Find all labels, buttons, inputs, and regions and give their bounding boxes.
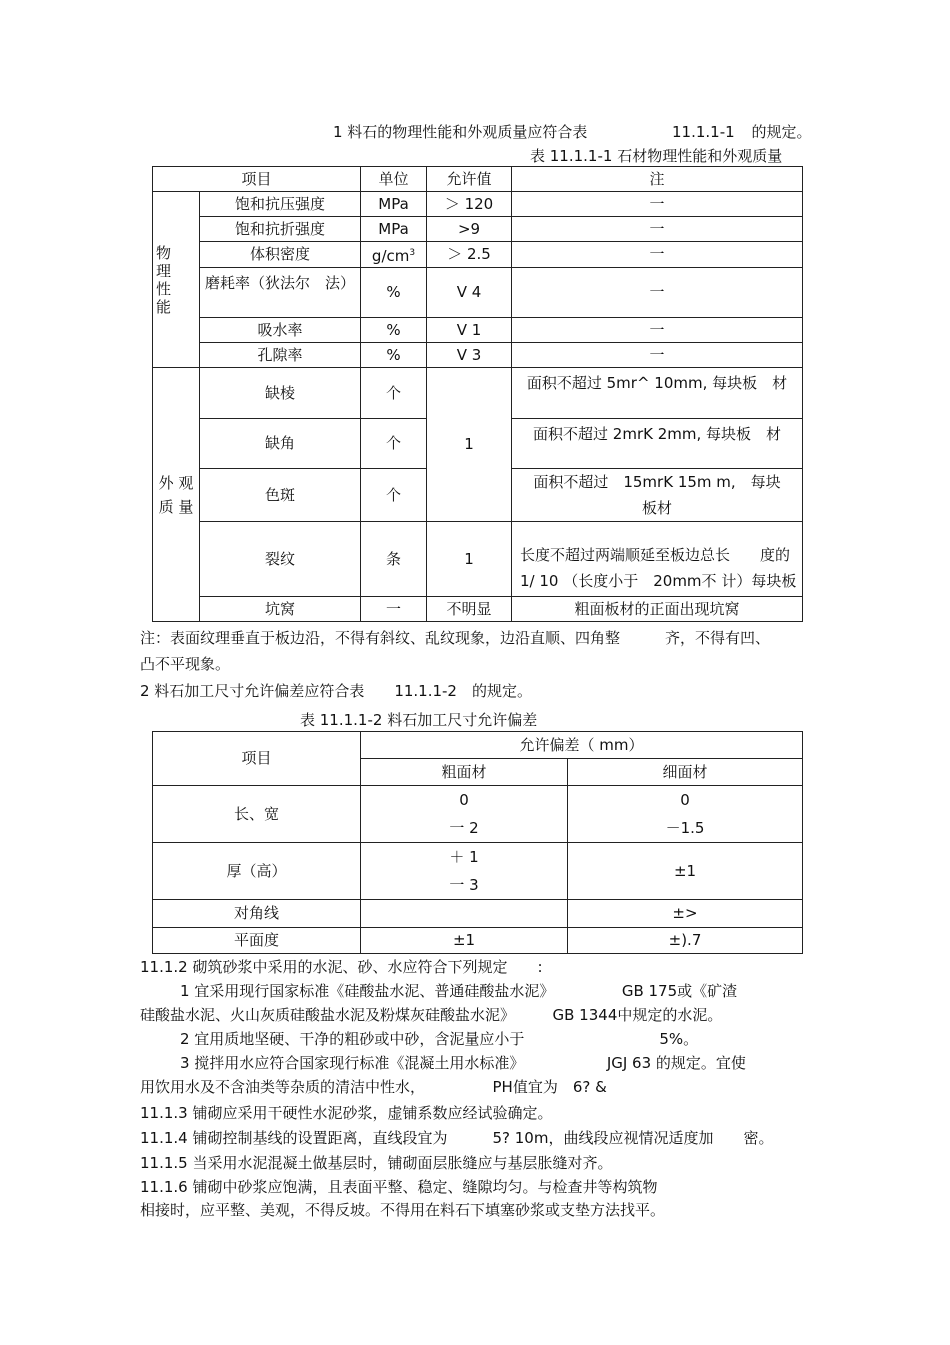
cell-rough: [361, 900, 568, 928]
table2-header-fine: 细面材: [568, 759, 803, 786]
paragraph-11-1-2: 11.1.2 砌筑砂浆中采用的水泥、砂、水应符合下列规定 :: [140, 958, 543, 976]
cell-value: V 4: [427, 268, 512, 318]
table-row: [153, 928, 803, 954]
cell-value: 不明显: [427, 597, 512, 622]
intro-line-1-ref-group: [672, 121, 811, 142]
cell-name: 色斑: [200, 469, 361, 522]
table2-caption: 表 11.1.1-2 料石加工尺寸允许偏差: [300, 711, 538, 729]
cell-unit: %: [361, 318, 427, 343]
cell-rough: ±1: [361, 928, 568, 954]
paragraph-11-1-3: 11.1.3 铺砌应采用干硬性水泥砂浆，虚铺系数应经试验确定。: [140, 1104, 553, 1122]
cell-name: 磨耗率（狄法尔 法）: [200, 268, 361, 318]
cell-name: 饱和抗折强度: [200, 217, 361, 242]
cell-note: 一: [512, 343, 803, 368]
value-line: ＋ 1: [449, 848, 479, 866]
table-row: [153, 242, 803, 268]
paragraph-11-1-6: 11.1.6 铺砌中砂浆应饱满，且表面平整、稳定、缝隙均匀。与检查井等构筑物: [140, 1178, 658, 1196]
table1-header-note: 注: [512, 167, 803, 192]
cell-unit: MPa: [361, 192, 427, 217]
paragraph-line: 2 宜用质地坚硬、干净的粗砂或中砂，含泥量应小于 5%。: [180, 1030, 699, 1048]
cell-name: 饱和抗压强度: [200, 192, 361, 217]
table1-caption: 表 11.1.1-1 石材物理性能和外观质量: [530, 147, 783, 165]
cell-unit: %: [361, 268, 427, 318]
cell-name: 平面度: [153, 928, 361, 954]
cell-unit: 一: [361, 597, 427, 622]
cell-value: ＞ 2.5: [427, 242, 512, 268]
table2: [152, 731, 803, 954]
cell-name: 坑窝: [200, 597, 361, 622]
cell-unit: MPa: [361, 217, 427, 242]
table-row: [153, 217, 803, 242]
table-row: [153, 192, 803, 217]
value-line: －1.5: [665, 819, 705, 837]
paragraph-11-1-5: 11.1.5 当采用水泥混凝土做基层时，铺砌面层胀缝应与基层胀缝对齐。: [140, 1154, 613, 1172]
note-line: 板材: [642, 499, 673, 517]
table-row: [153, 368, 803, 419]
cell-unit: 条: [361, 522, 427, 597]
cell-unit: 个: [361, 419, 427, 469]
cell-value: ＞ 120: [427, 192, 512, 217]
table1-group-appearance: [153, 368, 200, 622]
table1-note-line-1: 注：表面纹理垂直于板边沿，不得有斜纹、乱纹现象，边沿直顺、四角整 齐，不得有凹、: [140, 629, 771, 647]
cell-fine: [568, 786, 803, 843]
cell-note: [512, 469, 803, 522]
intro-line-1-ref: 11.1.1-1: [672, 123, 735, 141]
unit-text: g/cm: [371, 246, 410, 265]
table2-header-tol: 允许偏差（ mm）: [361, 732, 803, 759]
cell-name: 吸水率: [200, 318, 361, 343]
cell-name: 裂纹: [200, 522, 361, 597]
table-row: [153, 318, 803, 343]
table2-header-row: [153, 732, 803, 759]
cell-name: 缺棱: [200, 368, 361, 419]
cell-fine: ±1: [568, 843, 803, 900]
note-line: 面积不超过 15mrK 15m m, 每块: [533, 473, 781, 491]
table1-header-row: [153, 167, 803, 192]
intro-line-1: [333, 121, 587, 142]
table2-header-item: 项目: [153, 732, 361, 786]
cell-note: 一: [512, 268, 803, 318]
table1-header-value: 允许值: [427, 167, 512, 192]
cell-fine: ±).7: [568, 928, 803, 954]
paragraph-line: 硅酸盐水泥、火山灰质硅酸盐水泥及粉煤灰硅酸盐水泥》 GB 1344中规定的水泥。: [140, 1006, 723, 1024]
paragraph-line: 1 宜采用现行国家标准《硅酸盐水泥、普通硅酸盐水泥》 GB 175或《矿渣: [180, 982, 738, 1000]
cell-unit: 个: [361, 368, 427, 419]
table-row: [153, 843, 803, 900]
cell-name: 体积密度: [200, 242, 361, 268]
group-char: 性: [156, 279, 172, 298]
intro-line-1-left: 1 料石的物理性能和外观质量应符合表: [333, 123, 588, 141]
cell-note: 一: [512, 242, 803, 268]
cell-name: 对角线: [153, 900, 361, 928]
cell-fine: ±>: [568, 900, 803, 928]
cell-note: 一: [512, 318, 803, 343]
cell-shared-value: 1: [427, 368, 512, 522]
cell-name: 长、宽: [153, 786, 361, 843]
intro-line-1-right: 的规定。: [751, 123, 812, 141]
table1-group-physical: [153, 192, 200, 368]
cell-name: 孔隙率: [200, 343, 361, 368]
value-line: 0: [459, 791, 469, 809]
table-row: [153, 597, 803, 622]
group-line: 质 量: [158, 497, 194, 516]
cell-unit: [361, 242, 427, 268]
group-char: 能: [156, 297, 172, 316]
table-row: [153, 900, 803, 928]
value-line: 一 3: [449, 876, 479, 894]
paragraph-line: 3 搅拌用水应符合国家现行标准《混凝土用水标准》 JGJ 63 的规定。宜使: [180, 1054, 746, 1072]
cell-value: V 1: [427, 318, 512, 343]
cell-note: 一: [512, 192, 803, 217]
cell-note: 粗面板材的正面出现坑窝: [512, 597, 803, 622]
cell-unit: 个: [361, 469, 427, 522]
cell-note: 面积不超过 5mr^ 10mm, 每块板 材: [512, 368, 803, 419]
table1-header-item: 项目: [153, 167, 361, 192]
paragraph-line: 相接时，应平整、美观，不得反坡。不得用在料石下填塞砂浆或支垫方法找平。: [140, 1201, 666, 1219]
group-char: 物: [156, 243, 172, 262]
cell-note: 一: [512, 217, 803, 242]
value-line: 一 2: [449, 819, 479, 837]
note-line: 长度不超过两端顺延至板边总长 度的: [520, 546, 791, 564]
table-row: [153, 786, 803, 843]
cell-name: 缺角: [200, 419, 361, 469]
cell-note: [512, 522, 803, 597]
cell-value: 1: [427, 522, 512, 597]
cell-note: 面积不超过 2mrK 2mm, 每块板 材: [512, 419, 803, 469]
intro-line-2: 2 料石加工尺寸允许偏差应符合表 11.1.1-2 的规定。: [140, 682, 532, 700]
group-char: 理: [156, 261, 172, 280]
unit-sup: 3: [409, 247, 416, 258]
cell-value: >9: [427, 217, 512, 242]
group-line: 外 观: [158, 473, 194, 492]
table-row: [153, 343, 803, 368]
table1-note-line-2: 凸不平现象。: [140, 655, 231, 673]
table-row: [153, 268, 803, 318]
table2-header-rough: 粗面材: [361, 759, 568, 786]
paragraph-11-1-4: 11.1.4 铺砌控制基线的设置距离，直线段宜为 5? 10m，曲线段应视情况适度加 密。: [140, 1129, 774, 1147]
table-row: [153, 522, 803, 597]
cell-name: 厚（高）: [153, 843, 361, 900]
paragraph-line: 用饮用水及不含油类等杂质的清洁中性水， PH值宜为 6? &: [140, 1078, 607, 1096]
cell-rough: [361, 786, 568, 843]
cell-rough: [361, 843, 568, 900]
cell-value: V 3: [427, 343, 512, 368]
table1-header-unit: 单位: [361, 167, 427, 192]
table1: [152, 166, 803, 622]
cell-unit: %: [361, 343, 427, 368]
note-line: 1/ 10 （长度小于 20mm不 计）每块板: [520, 572, 797, 590]
value-line: 0: [680, 791, 690, 809]
